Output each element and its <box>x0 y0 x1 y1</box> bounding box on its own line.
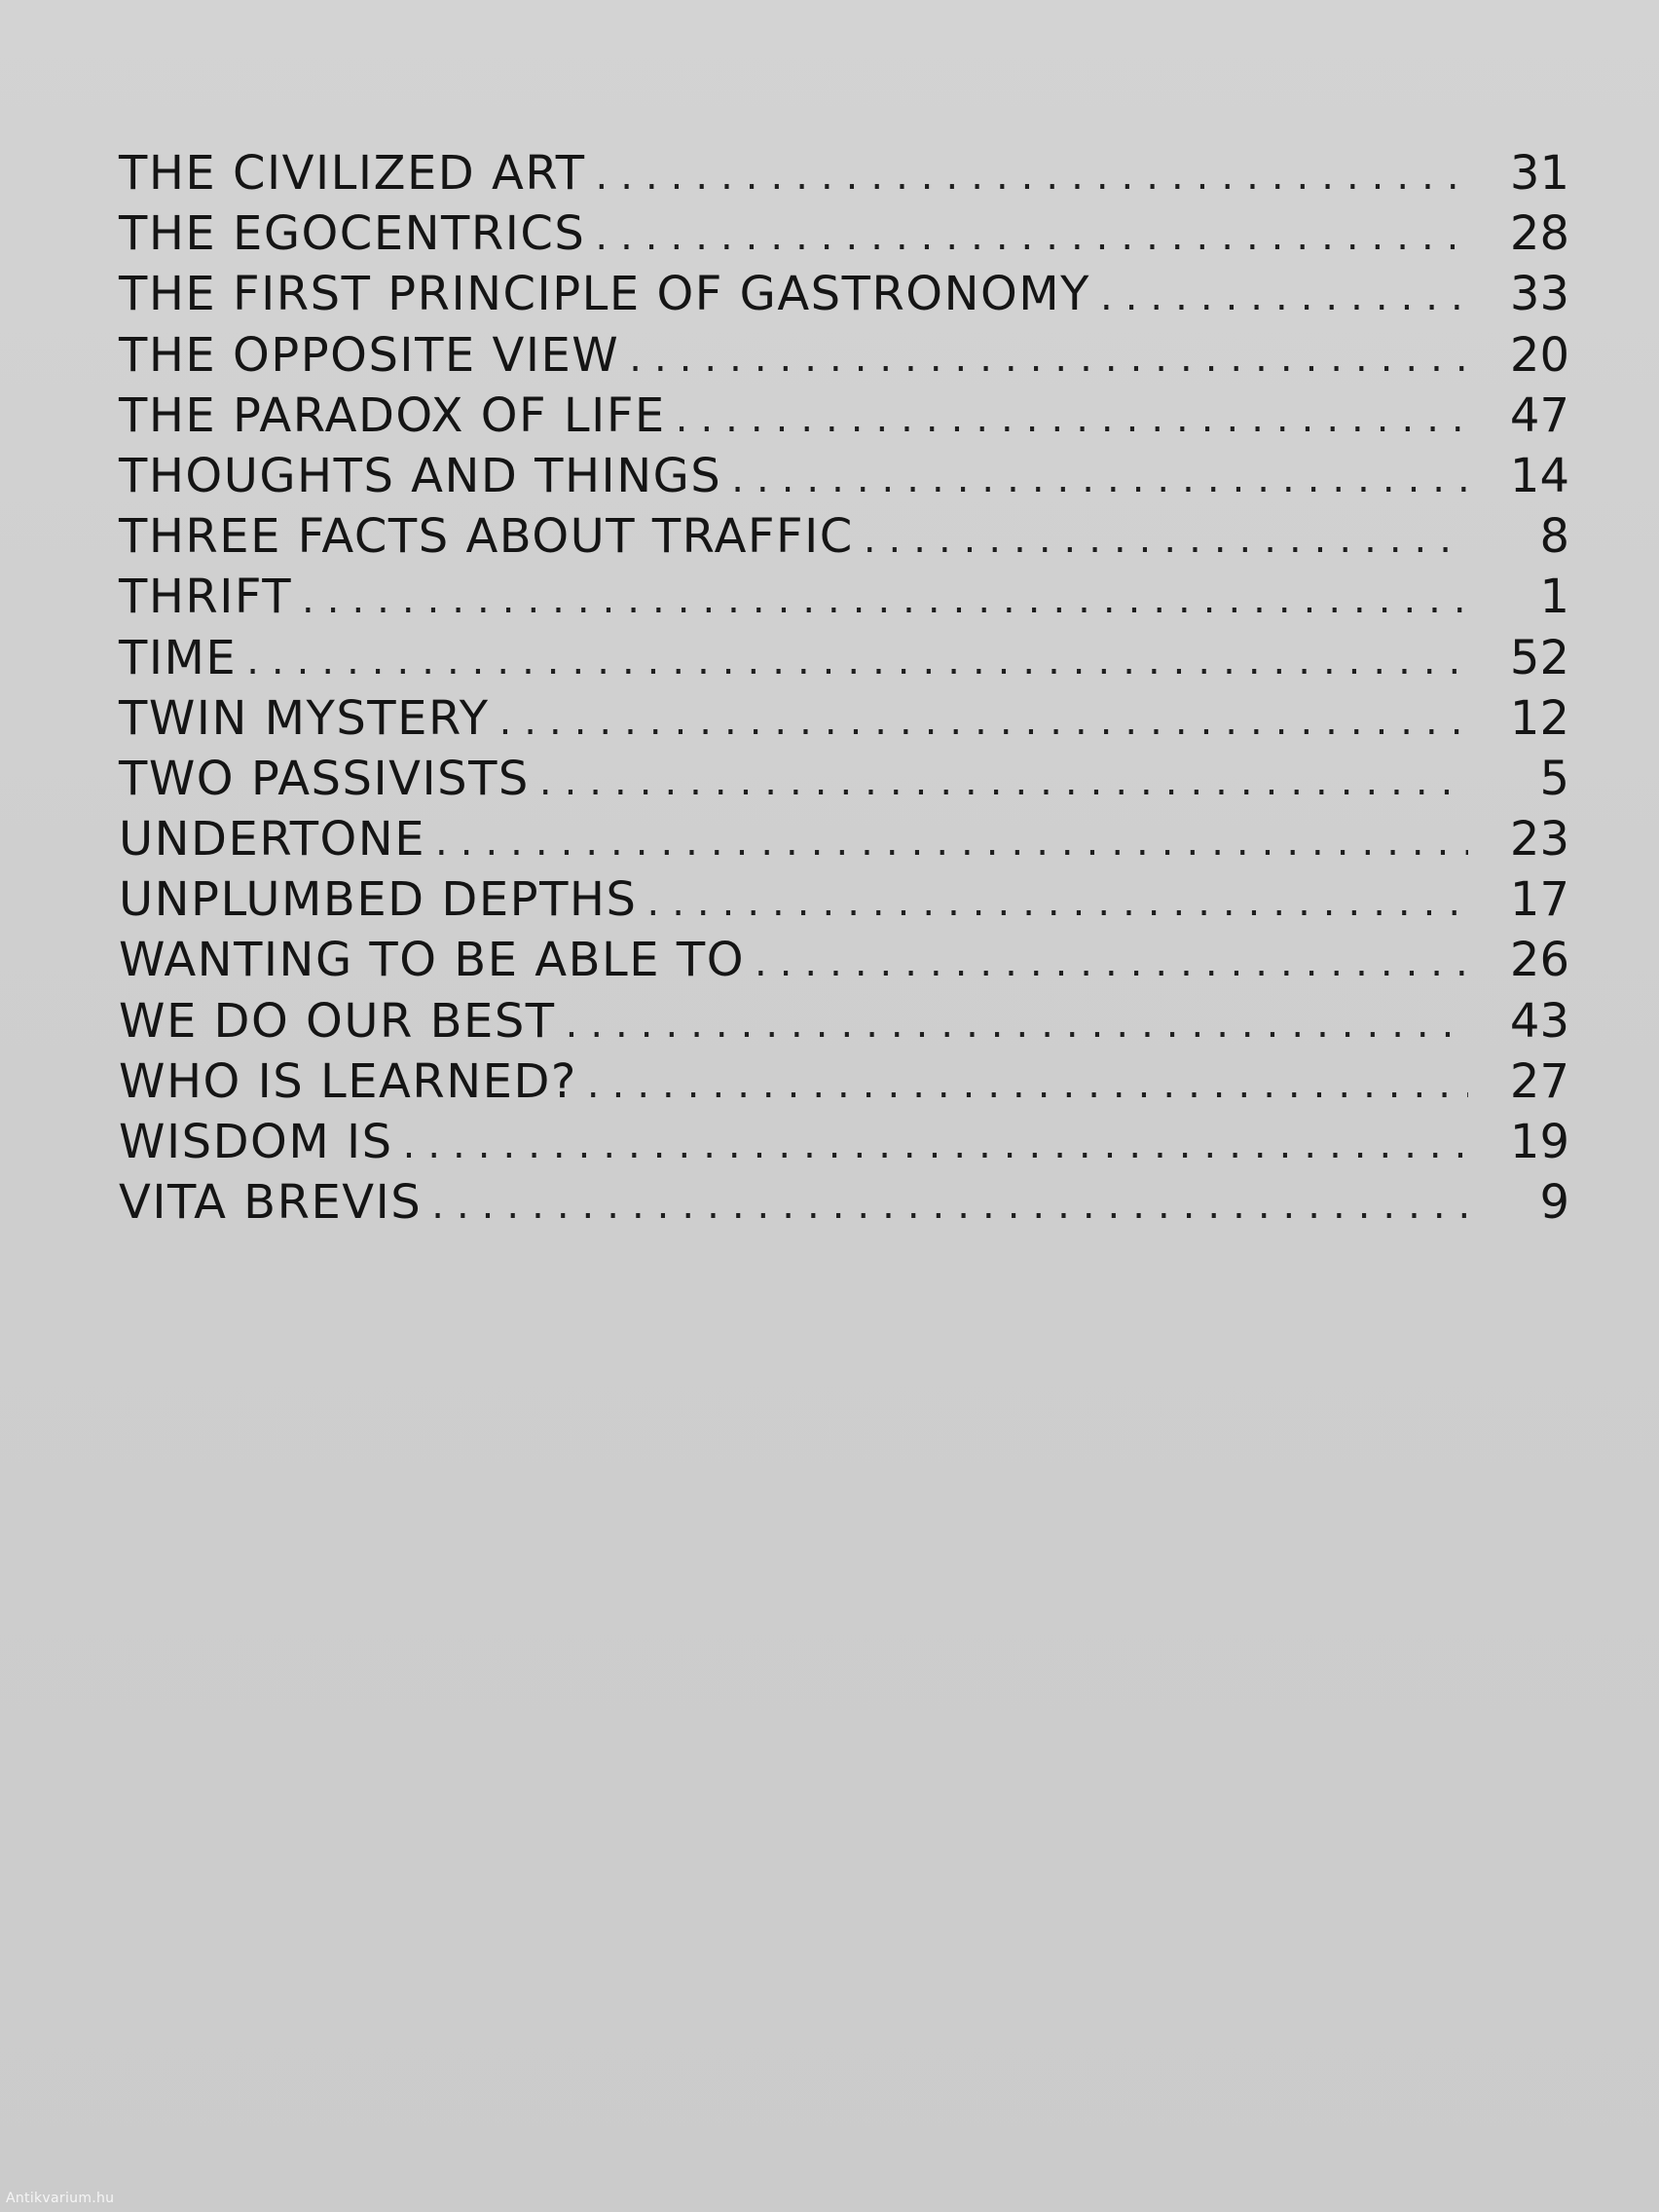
dot-leader <box>646 880 1468 925</box>
toc-entry-title: UNDERTONE <box>119 812 426 867</box>
toc-entry-title: THE FIRST PRINCIPLE OF GASTRONOMY <box>119 267 1090 322</box>
toc-entry <box>119 933 1569 993</box>
toc-entry-title: THRIFT <box>119 570 293 625</box>
toc-entry-title: VITA BREVIS <box>119 1175 423 1231</box>
dot-leader <box>755 940 1468 985</box>
toc-entry <box>119 752 1569 812</box>
dot-leader <box>676 396 1468 441</box>
toc-entry-page: 9 <box>1539 1175 1569 1231</box>
dot-leader <box>596 154 1468 199</box>
toc-entry <box>119 570 1569 630</box>
toc-entry-page: 1 <box>1539 570 1569 625</box>
toc-entry-page: 43 <box>1509 993 1569 1049</box>
toc-entry <box>119 1115 1569 1175</box>
toc-entry <box>119 994 1569 1054</box>
toc-entry <box>119 1175 1569 1235</box>
toc-entry <box>119 509 1569 570</box>
dot-leader <box>731 457 1468 501</box>
toc-entry <box>119 449 1569 509</box>
toc-entry <box>119 872 1569 933</box>
toc-entry <box>119 388 1569 449</box>
dot-leader <box>1100 275 1468 319</box>
dot-leader <box>246 639 1468 683</box>
dot-leader <box>499 699 1468 744</box>
dot-leader <box>302 577 1468 622</box>
toc-entry <box>119 812 1569 872</box>
toc-entry-title: THE PARADOX OF LIFE <box>119 387 666 443</box>
dot-leader <box>595 214 1468 259</box>
toc-entry <box>119 146 1569 206</box>
toc-entry <box>119 206 1569 267</box>
toc-entry-page: 47 <box>1509 387 1569 443</box>
toc-entry-page: 28 <box>1509 206 1569 262</box>
dot-leader <box>435 820 1468 865</box>
toc-entry-page: 31 <box>1509 146 1569 201</box>
watermark: Antikvarium.hu <box>6 2191 115 2206</box>
toc-entry-title: WISDOM IS <box>119 1115 393 1169</box>
toc-entry-page: 27 <box>1509 1053 1569 1109</box>
table-of-contents <box>119 146 1569 1235</box>
toc-entry-page: 52 <box>1509 630 1569 685</box>
toc-entry-page: 5 <box>1539 751 1569 806</box>
toc-entry-page: 12 <box>1509 690 1569 746</box>
toc-entry-page: 33 <box>1509 267 1569 322</box>
toc-entry-title: THE CIVILIZED ART <box>119 146 586 201</box>
toc-entry-page: 14 <box>1509 448 1569 503</box>
toc-entry-title: THREE FACTS ABOUT TRAFFIC <box>119 509 854 565</box>
toc-entry-title: THE EGOCENTRICS <box>119 206 586 262</box>
toc-entry <box>119 691 1569 752</box>
toc-entry <box>119 1054 1569 1115</box>
toc-entry <box>119 267 1569 327</box>
toc-entry <box>119 328 1569 388</box>
dot-leader <box>539 759 1468 804</box>
dot-leader <box>431 1183 1468 1228</box>
toc-entry-title: THE OPPOSITE VIEW <box>119 327 620 383</box>
dot-leader <box>403 1123 1468 1167</box>
toc-entry-title: TWIN MYSTERY <box>119 690 490 746</box>
toc-entry-page: 19 <box>1509 1115 1569 1169</box>
toc-entry-page: 8 <box>1539 509 1569 565</box>
toc-entry-title: WHO IS LEARNED? <box>119 1053 577 1109</box>
dot-leader <box>864 517 1468 562</box>
toc-entry-page: 17 <box>1509 872 1569 928</box>
dot-leader <box>629 336 1468 381</box>
toc-entry-page: 23 <box>1509 812 1569 867</box>
dot-leader <box>566 1002 1468 1047</box>
toc-entry-page: 26 <box>1509 933 1569 988</box>
dot-leader <box>587 1062 1468 1107</box>
toc-entry-title: UNPLUMBED DEPTHS <box>119 872 638 928</box>
toc-entry-page: 20 <box>1509 327 1569 383</box>
toc-entry-title: WANTING TO BE ABLE TO <box>119 933 745 988</box>
toc-entry-title: WE DO OUR BEST <box>119 993 556 1049</box>
toc-entry-title: THOUGHTS AND THINGS <box>119 448 722 503</box>
toc-entry-title: TIME <box>119 630 238 685</box>
toc-entry <box>119 631 1569 691</box>
toc-entry-title: TWO PASSIVISTS <box>119 751 530 806</box>
